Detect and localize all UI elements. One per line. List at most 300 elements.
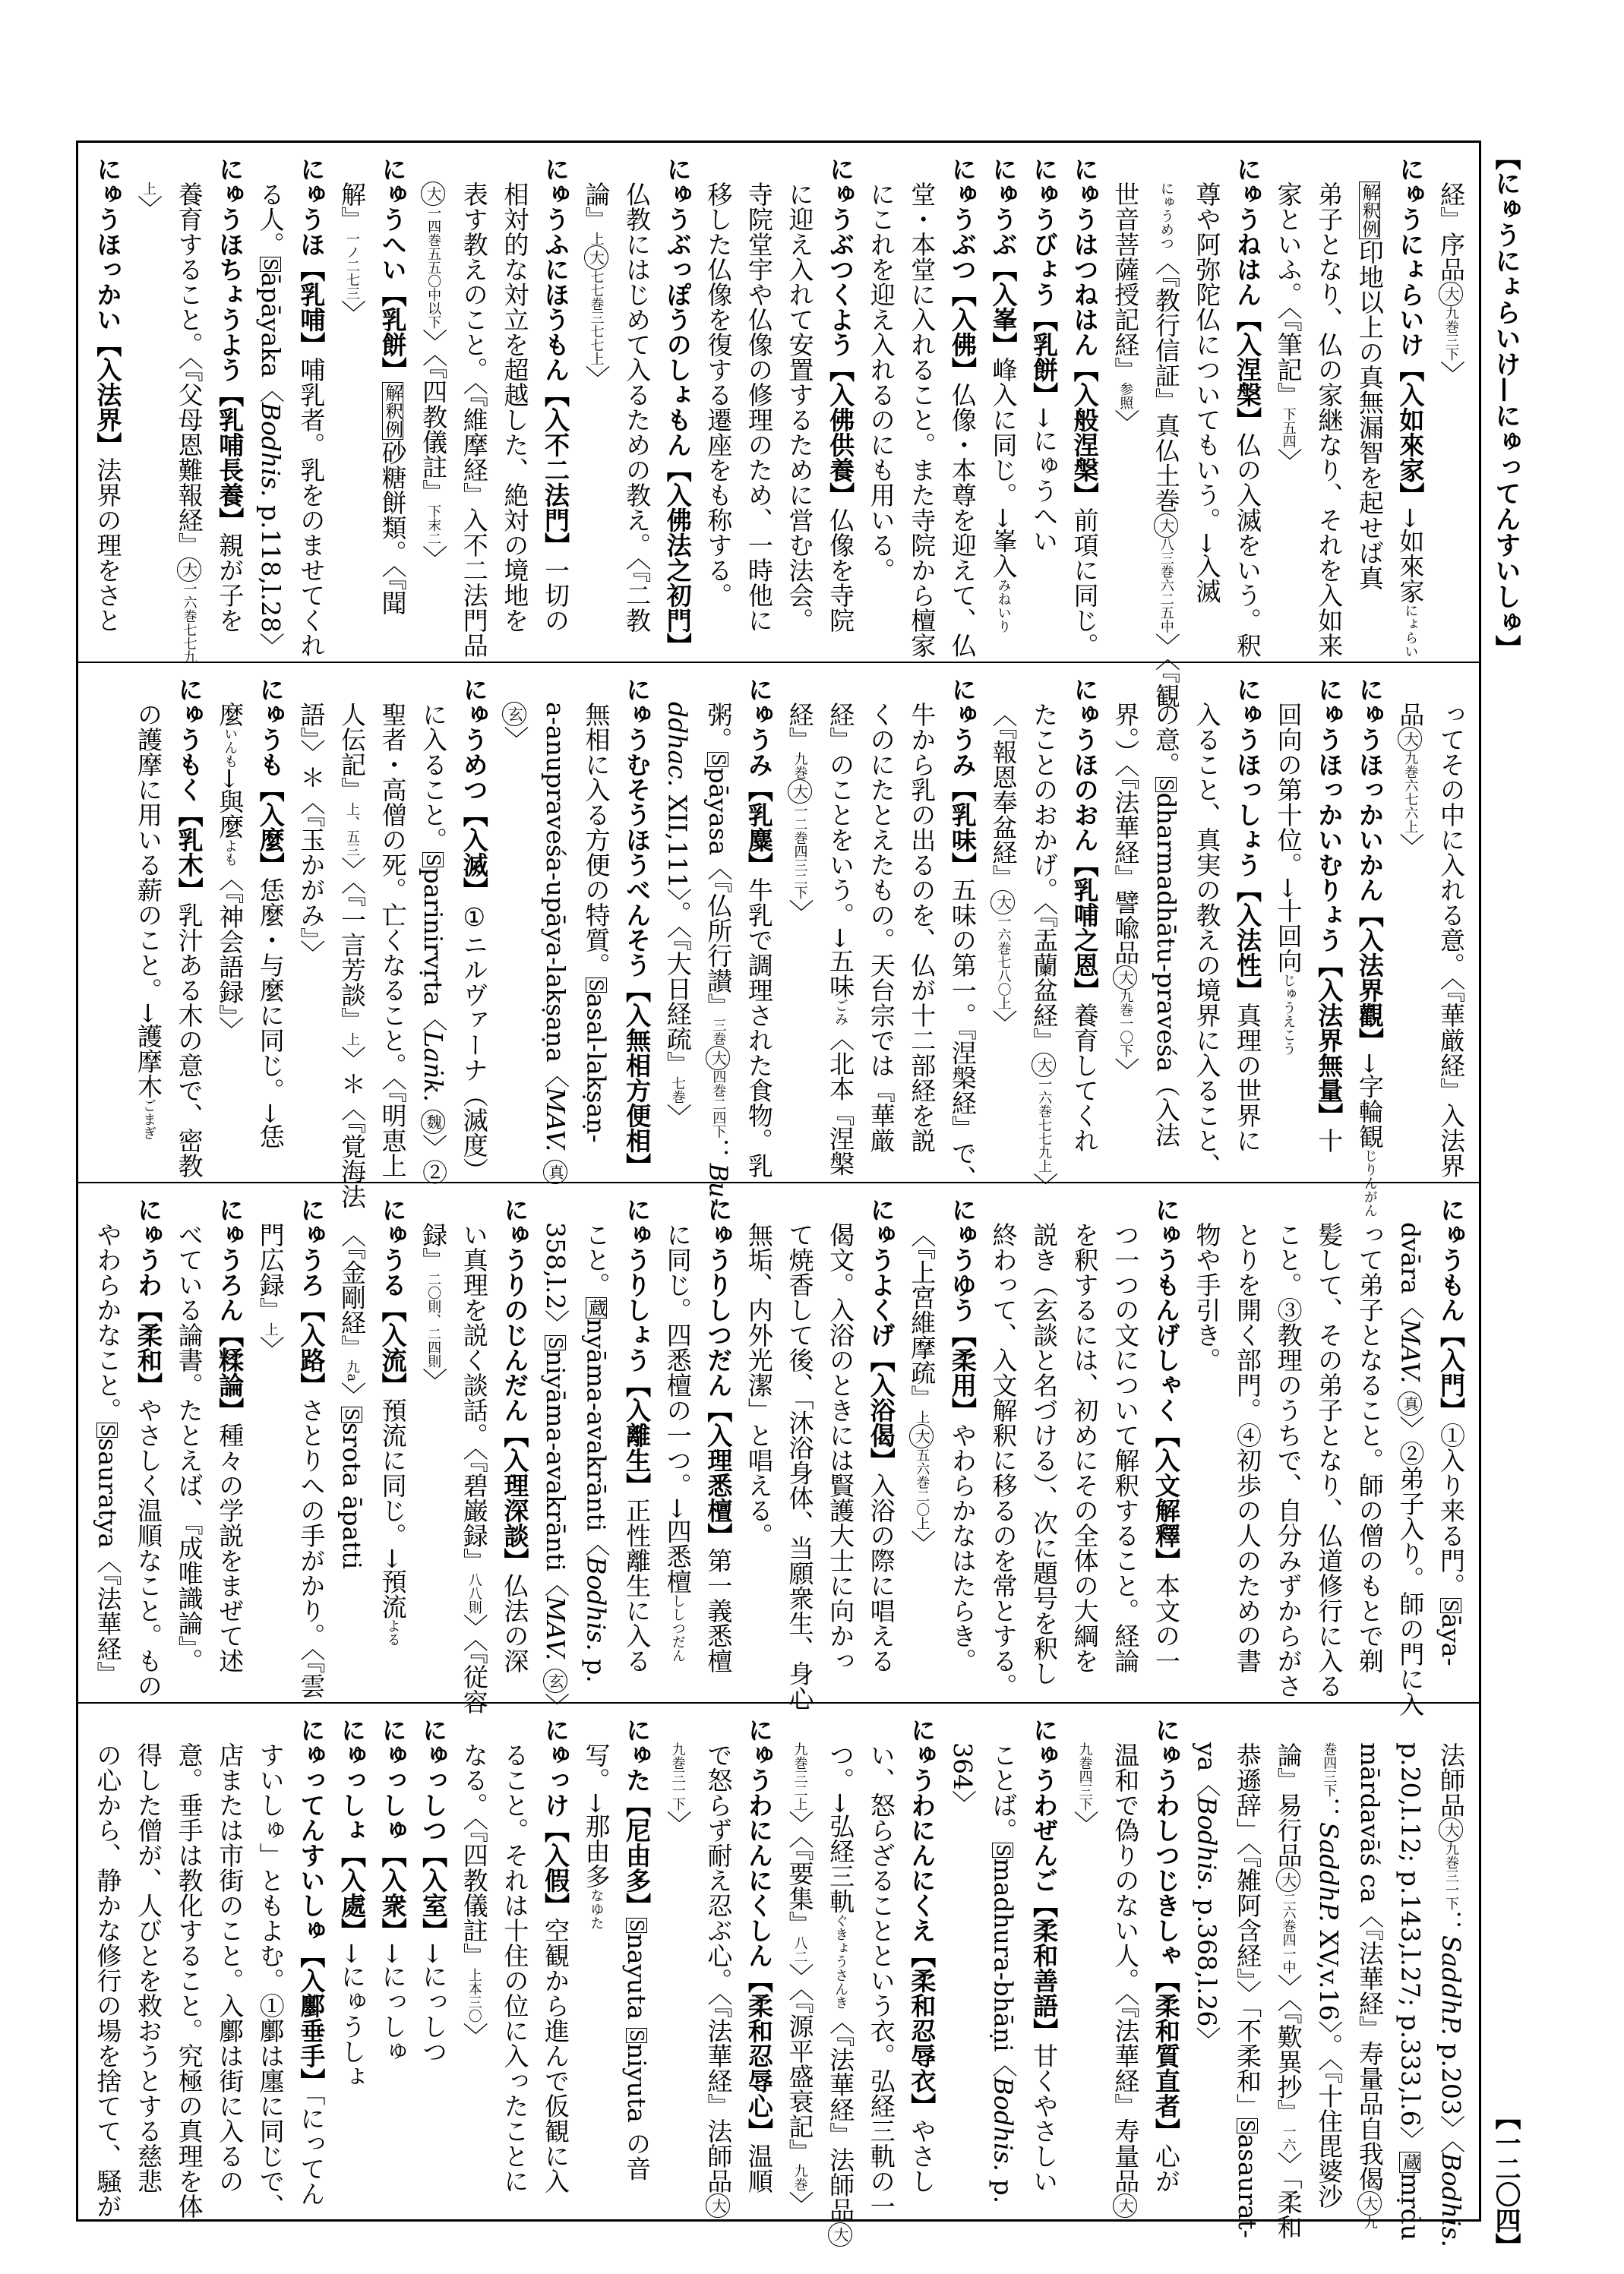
boxed-symbol: 蔵 <box>1399 2152 1421 2171</box>
text: 正性離生に入る <box>622 1498 652 1673</box>
text-column <box>413 156 454 651</box>
text-column <box>1105 1197 1146 1691</box>
entry-column <box>372 1717 413 2213</box>
text-column <box>820 1197 861 1691</box>
text: 前項に同じ。 <box>1070 507 1100 658</box>
text: さとりへの手がかり。〈『雲 <box>296 1398 327 1698</box>
reference-small: 巻四三下 <box>1321 1742 1338 1797</box>
text: 〈『報恩奉盆経』 <box>988 702 1019 890</box>
reference-small: 五六巻二〇上 <box>914 1448 930 1530</box>
text: 説き（玄談と名づける）、次に題号を釈し <box>1029 1222 1060 1686</box>
text: nayuta <box>622 1933 652 2028</box>
text: 〉 <box>255 1336 286 1361</box>
headword: にゅうねはん【入涅槃】 <box>1233 156 1263 432</box>
text-column <box>1268 677 1309 1171</box>
text: つ。→弘経三軌 <box>826 1742 856 1914</box>
boxed-symbol: S <box>585 979 607 992</box>
headword: にゅうりのじんだん【入理深談】 <box>500 1197 530 1573</box>
entry-column <box>617 1197 658 1691</box>
text-column <box>1268 1717 1309 2240</box>
reference-small: 一六巻七七九上 <box>1036 1077 1053 1173</box>
entry-column <box>1064 677 1105 1171</box>
reference-small: 七七巻三七七上 <box>588 270 605 365</box>
text: mārdavāś ca〈『法華経』寿量品自我偈 <box>1354 1742 1385 2191</box>
text: 〈『法華経』法師品 <box>826 2009 856 2223</box>
entry-column <box>698 1197 739 1691</box>
text-column <box>1186 1197 1227 1691</box>
boxed-symbol: 解釈例 <box>1358 183 1380 238</box>
text-column <box>698 156 739 651</box>
boxed-symbol: S <box>707 753 729 766</box>
text: い、怒らざることという衣。弘経三軌の一 <box>866 1742 896 2219</box>
tier-1 <box>78 143 1479 709</box>
text: sauratya〈『法華経』 <box>93 1438 123 1686</box>
text: 預流に同じ。→預流 <box>378 1398 408 1619</box>
entry-column <box>210 156 251 651</box>
text-column <box>576 677 617 1171</box>
text: ： <box>703 1138 734 1164</box>
text: 恁麼・与麼に同じ。→恁 <box>255 877 286 1149</box>
text-column <box>494 677 536 1171</box>
text: p.118,l.28〉 <box>255 497 286 659</box>
headword: にゅた【尼由多】 <box>622 1717 652 1918</box>
text: 〉 <box>988 1009 1019 1035</box>
reference-small: 上 <box>343 1032 360 1046</box>
text-column <box>1390 677 1431 1171</box>
text: 〉〈『観 <box>1151 633 1181 709</box>
reference-small: 参照 <box>1117 382 1134 409</box>
text: 十 <box>1314 1128 1344 1153</box>
text: →如來家 <box>1395 507 1426 604</box>
text-column <box>820 677 861 1176</box>
text-column <box>291 677 332 1171</box>
entry-column <box>617 1717 658 2213</box>
text-column <box>1268 1197 1309 1698</box>
reference-small: 九巻四三下 <box>1076 1742 1093 1811</box>
headword: にゅうにょらいけ【入如來家】 <box>1395 156 1426 507</box>
headword: にゅうゆう【柔用】 <box>947 1197 978 1423</box>
text: 麼 <box>215 702 245 727</box>
text-column <box>1186 1717 1227 2213</box>
text: 髪して、その弟子となり、仏道修行に入る <box>1314 1222 1344 1698</box>
text: 〈『金剛経』 <box>336 1222 367 1360</box>
text: 恭遜辞」〈『雑阿含経』〉「不柔和」 <box>1233 1742 1263 2118</box>
entry-column <box>617 677 658 1178</box>
text: āpāyaka〈 <box>255 272 286 403</box>
entry-column <box>1227 677 1268 1171</box>
text: 印地以上の真無漏智を起せば真 <box>1354 239 1385 590</box>
entry-column <box>453 677 494 1183</box>
entry-column <box>1145 1717 1186 2213</box>
text: る人。 <box>255 182 286 257</box>
text-column <box>494 156 536 651</box>
text: 偈文。入浴のときには賢護大士に向かっ <box>826 1222 856 1673</box>
text-column <box>87 1717 128 2219</box>
text: 〉〈『従容 <box>459 1614 489 1714</box>
text: 〉〈『四教儀註』 <box>419 329 449 504</box>
headword: にゅうみ【乳味】 <box>947 677 978 877</box>
text-column <box>128 1717 169 2213</box>
circled-symbol: 魏 <box>421 1110 445 1134</box>
text: 〉② <box>419 1134 449 1185</box>
text: 364〉 <box>947 1742 978 1815</box>
text-column <box>1268 156 1309 651</box>
text: の心から、静かな修行の場を捨てて、騒が <box>93 1742 123 2219</box>
text: 乳汁ある木の意で、密教 <box>174 902 204 1178</box>
text: 仏の入滅をいう。釈 <box>1233 432 1263 658</box>
headword: にゅうほ【乳哺】 <box>296 156 327 357</box>
entry-column <box>942 156 983 658</box>
reference-small: 八二 <box>791 1936 808 1963</box>
headword: にゅうもん【入門】 <box>1436 1197 1466 1423</box>
circled-symbol: 大 <box>1154 513 1178 538</box>
text-column <box>1430 1717 1471 2247</box>
text: 〉 <box>907 1530 937 1555</box>
text: 〉「柔和 <box>1273 2152 1303 2240</box>
text: nyāma-avakrānti〈 <box>581 1319 611 1557</box>
text: 峰入に同じ。→峯入 <box>988 357 1019 579</box>
text: い真理を説く談話。〈『碧巌録』 <box>459 1222 489 1573</box>
entry-column <box>169 677 210 1178</box>
entry-column <box>210 1197 251 1691</box>
text-column <box>983 1717 1024 2213</box>
text: →にっしつ <box>419 1943 449 2064</box>
reference-small: 二六巻四一中 <box>1280 1892 1297 1974</box>
text: 温和で偽りのない人。〈『法華経』寿量品 <box>1111 1742 1141 2193</box>
headword: にゅうわにんにくえ【柔和忍辱衣】 <box>907 1717 937 2118</box>
text: 〉 <box>336 300 367 325</box>
text <box>541 1660 570 1669</box>
text: 入浴の際に唱える <box>866 1473 896 1673</box>
headword: にゅうほっしょう【入法性】 <box>1233 677 1263 1003</box>
text: 〉 <box>1436 361 1466 386</box>
text-column <box>413 677 454 1185</box>
text: なる。〈『四教儀註』 <box>459 1742 489 1968</box>
reference-small: 一二巻四三二下 <box>791 804 808 899</box>
text: 経』 <box>785 702 815 752</box>
text: 第一義悉檀 <box>703 1548 734 1673</box>
text-column <box>128 677 169 1171</box>
text-column <box>698 1717 739 2213</box>
text: の護摩に用いる薪のこと。→護摩木 <box>134 702 163 1099</box>
text: 〉〈『要集』 <box>785 1811 815 1936</box>
text: 〉＊〈『覚海法 <box>336 1046 367 1209</box>
text-column <box>169 1197 210 1691</box>
text-column <box>902 1197 943 1691</box>
text-column <box>861 156 902 651</box>
text: 心が <box>1151 2143 1181 2193</box>
text: 世音菩薩授記経』 <box>1111 182 1141 382</box>
italic-text: ddhac. <box>662 702 693 788</box>
headword: にゅうわにんにくしん【柔和忍辱心】 <box>744 1717 774 2143</box>
italic-text: Bodhis. <box>988 2077 1019 2171</box>
entry-column <box>861 1197 902 1691</box>
text: a-anupraveśa-upāya-lakṣaṇa〈 <box>540 702 570 1088</box>
entry-column <box>1064 156 1105 658</box>
text: やわらかなはたらき。 <box>947 1423 978 1673</box>
italic-text: MAV. <box>540 1087 570 1152</box>
text: 界。）〈『法華経』譬喩品 <box>1111 702 1141 965</box>
text: 一切の <box>540 557 570 633</box>
text-column <box>1023 1197 1064 1691</box>
entry-column <box>1309 677 1350 1171</box>
headword: にゅうよくげ【入浴偈】 <box>866 1197 896 1473</box>
text-column <box>250 1717 291 2219</box>
headword: にゅうびょう【乳餅】 <box>1029 156 1060 407</box>
reference-small: じりんがん <box>1361 1148 1378 1218</box>
circled-symbol: 大 <box>828 2222 852 2247</box>
running-header: 【にゅうにょらいけ—にゅってんすいしゅ】 <box>1490 144 1521 661</box>
tier-3 <box>78 1183 1479 1718</box>
text-column <box>576 156 617 651</box>
reference-small: 九巻三一下 <box>1443 1842 1459 1910</box>
text-column <box>1390 1197 1431 1717</box>
entry-column <box>250 677 291 1171</box>
headword: にゅうも【入麼】 <box>255 677 286 877</box>
entry-column <box>942 677 983 1191</box>
italic-text: SaddhP. <box>1436 1935 1466 2036</box>
text-column <box>902 677 943 1171</box>
text-column <box>1227 1717 1268 2238</box>
text-column <box>1105 677 1146 1171</box>
text-column <box>820 1717 861 2243</box>
text: p.368,l.26〉 <box>1192 1890 1222 2052</box>
text: に迎え入れて安置するために営む法会。 <box>785 182 815 633</box>
text-column <box>617 156 658 651</box>
reference-small: 九巻三一下 <box>669 1742 686 1811</box>
text: 牛から乳の出るのを、仏が十二部経を説 <box>907 702 937 1153</box>
text: madhura-bhāṇi〈 <box>988 1858 1019 2077</box>
reference-small: 上 <box>141 182 156 195</box>
boxed-symbol: S <box>626 2029 648 2042</box>
reference-small: 九 <box>1361 2215 1378 2229</box>
boxed-symbol: S <box>259 258 281 271</box>
text: 牛乳で調理された食物。乳 <box>744 877 774 1178</box>
text: 哺乳者。乳をのませてくれ <box>296 357 327 658</box>
reference-small: みねいり <box>995 578 1012 633</box>
reference-small: 八三巻六二五中 <box>1158 537 1174 633</box>
reference-small: じゅうえこう <box>1280 973 1297 1056</box>
text-column <box>942 1717 983 2213</box>
text: dharmadhātu-praveśa（入法 <box>1151 792 1181 1148</box>
text-column <box>983 1197 1024 1698</box>
boxed-symbol: 蔵 <box>585 1299 607 1317</box>
text: XV,v.16〉。〈『十住毘婆沙 <box>1314 1922 1344 2209</box>
entry-column <box>372 1197 413 1691</box>
text: 品 <box>1395 702 1426 727</box>
text: asal-lakṣaṇ- <box>581 993 611 1143</box>
text-column <box>250 1197 291 1691</box>
text: たことのおかげ。〈『盂蘭盆経』 <box>1029 702 1060 1053</box>
text: dvāra〈 <box>1395 1222 1426 1319</box>
text-column <box>576 1197 617 1691</box>
entry-column <box>291 1197 332 1698</box>
italic-text: Bodhis. <box>255 402 286 497</box>
headword: にゅうもく【乳木】 <box>174 677 204 902</box>
entry-column <box>738 1717 779 2213</box>
text: 〉 <box>459 2023 489 2048</box>
text: 〉 <box>540 1692 570 1718</box>
text <box>419 1102 448 1110</box>
headword: にゅうほっかい【入法界】 <box>93 156 123 457</box>
reference-small: 九a <box>343 1360 360 1382</box>
circled-symbol: 大 <box>584 245 608 270</box>
text: 法師品 <box>1436 1742 1466 1818</box>
headword: にゅうめつ【入滅】 <box>459 677 489 902</box>
headword: にゅうわ【柔和】 <box>134 1197 163 1398</box>
reference-small: 九巻 <box>791 2164 808 2191</box>
text-column <box>779 1197 820 1711</box>
text-column <box>535 677 576 1180</box>
text <box>541 1151 570 1160</box>
reference-small: 上 <box>588 232 605 245</box>
circled-symbol: 大 <box>1439 282 1463 306</box>
text: 〉 <box>581 365 611 390</box>
reference-small: 上、五三 <box>343 802 360 857</box>
text: āya- <box>1436 1613 1466 1666</box>
italic-text: Bu- <box>703 1163 734 1207</box>
text: 経』のことをいう。→五味 <box>826 702 856 999</box>
boxed-symbol: S <box>626 1919 648 1932</box>
reference-small: いんも <box>222 727 239 768</box>
reference-small: 九巻三二上 <box>791 1742 808 1811</box>
text-column <box>1430 677 1471 1178</box>
reference-small: 上本三〇 <box>466 1968 482 2023</box>
text-column <box>494 1717 536 2213</box>
text: p.20,l.12; p.143,l.27; p.333,l.6〉 <box>1395 1742 1426 2152</box>
italic-text: SaddhP. <box>1314 1822 1344 1922</box>
text: 弟子となり、仏の家継なり、それを入如来 <box>1314 182 1344 658</box>
headword: にゅうぶ【入峯】 <box>988 156 1019 357</box>
text-column <box>698 677 739 1207</box>
circled-symbol: 大 <box>1276 1868 1300 1892</box>
text: 〈『神会語録』〉 <box>215 866 245 1042</box>
text-column <box>779 677 820 1171</box>
boxed-symbol: S <box>340 1408 362 1421</box>
text: 〉 <box>419 1368 449 1393</box>
text-column <box>1023 677 1064 1198</box>
circled-symbol: 玄 <box>543 1669 567 1693</box>
text: 仏法の深 <box>500 1573 530 1673</box>
text: 〉 <box>1395 833 1426 858</box>
text: 〉〈『源平盛衰記』 <box>785 1963 815 2164</box>
text: 五味の第一。『涅槃経』で、 <box>947 877 978 1191</box>
text: XII,111〉。〈『大日経疏』 <box>662 787 693 1077</box>
text: 店または市街のこと。入鄽は街に入るの <box>215 1742 245 2193</box>
headword: にゅうむそうほうべんそう【入無相方便相】 <box>622 677 652 1178</box>
headword: にゅうほっかいかん【入法界觀】 <box>1354 677 1385 1053</box>
circled-symbol: 大 <box>1398 727 1422 751</box>
headword: にゅうへい【乳餅】 <box>378 156 408 382</box>
entry-column <box>902 1717 943 2213</box>
text: やさしく温順なこと。もの <box>134 1398 163 1698</box>
text: 〈北本『涅槃 <box>826 1025 856 1176</box>
text-column <box>331 677 372 1209</box>
text-column <box>902 156 943 658</box>
headword: にゅうろん【糅論】 <box>215 1197 245 1423</box>
text <box>1395 1383 1425 1391</box>
headword: にゅうみ【乳麋】 <box>744 677 774 877</box>
circled-symbol: 大 <box>1439 1818 1463 1842</box>
boxed-symbol: S <box>1155 779 1177 791</box>
headword: にゅうわしつじきしゃ【柔和質直者】 <box>1151 1717 1181 2143</box>
text: 〉〈『一言芳談』 <box>336 857 367 1032</box>
text: 〉 <box>336 1382 367 1407</box>
headword: にゅっけ【入假】 <box>540 1717 570 1918</box>
headword: にゅっしゅ【入衆】 <box>378 1717 408 1943</box>
text: 相対的な対立を超越した、絶対の境地を <box>500 182 530 633</box>
text: 仏教にはじめて入るための教え。〈『二教 <box>622 182 652 633</box>
text: つ一つの文について解釈すること。経論 <box>1111 1222 1141 1673</box>
text: 解』 <box>336 182 367 232</box>
italic-text: Bodhis. <box>1192 1796 1222 1891</box>
entry-column <box>291 156 332 658</box>
text: にこれを迎え入れるのにも用いる。 <box>866 182 896 583</box>
text: p. <box>581 1650 611 1683</box>
entry-column <box>738 677 779 1178</box>
circled-symbol: 真 <box>1398 1391 1422 1416</box>
text-column <box>657 1197 698 1691</box>
entry-column <box>413 1717 454 2213</box>
headword: にゅうほちょうよう【乳哺長養】 <box>215 156 245 532</box>
text: 〉 <box>1273 448 1303 473</box>
text: 〉 <box>419 545 449 570</box>
text: 聖者・高僧の死。亡くなること。〈『明恵上 <box>378 702 408 1178</box>
reference-small: ごまぎ <box>141 1098 156 1140</box>
reference-small: よも <box>222 839 239 867</box>
text: p.203〉〈 <box>1436 2035 1466 2153</box>
headword: にゅうほのおん【乳哺之恩】 <box>1070 677 1100 1003</box>
text: 甘くやさしい <box>1029 2043 1060 2193</box>
circled-symbol: 大 <box>177 557 201 582</box>
text: 意。垂手は教化すること。究極の真理を体 <box>174 1742 204 2219</box>
text: 門広録』 <box>255 1222 286 1322</box>
text-column <box>1064 1197 1105 1691</box>
text: 〈『教行信証』真仏土巻 <box>1151 250 1181 513</box>
text-column <box>861 1717 902 2219</box>
text: 仏像を寺院 <box>826 507 856 633</box>
text: 〉 <box>1111 1057 1141 1083</box>
circled-symbol: 大 <box>1113 2193 1137 2218</box>
text: こと。 <box>581 1222 611 1297</box>
text-column <box>657 677 698 1171</box>
text: 人伝記』 <box>336 702 367 802</box>
italic-text: MAV. <box>1395 1319 1426 1384</box>
circled-symbol: 大 <box>991 890 1015 914</box>
text: 〉〈『歎異抄』 <box>1273 1974 1303 2124</box>
text: ： <box>1436 1910 1466 1935</box>
text: べている論書。たとえば、『成唯識論』。 <box>174 1222 204 1673</box>
headword: にゅってんすいしゅ【入鄽垂手】 <box>296 1717 327 2093</box>
text-column <box>983 677 1024 1171</box>
text: を釈するには、初めにその全体の大綱を <box>1070 1222 1100 1673</box>
text-column <box>1145 677 1186 1171</box>
text: 〉 <box>134 195 163 220</box>
headword: にゅうろ【入路】 <box>296 1197 327 1398</box>
text-column <box>1064 1717 1105 2213</box>
text-column <box>210 677 251 1171</box>
entry-column <box>983 156 1024 651</box>
text: 得した僧が、人びとを救おうとする慈悲 <box>134 1742 163 2193</box>
text: 表す教えのこと。〈『維摩経』入不二法門品 <box>459 182 489 658</box>
text: 〉 <box>662 1811 693 1836</box>
entry-column <box>87 156 128 651</box>
text-column <box>210 1717 251 2213</box>
text: →にゅうへい <box>1029 407 1060 554</box>
text-column <box>1145 156 1186 709</box>
text-column <box>413 1197 454 1691</box>
text: の意。 <box>1151 702 1181 777</box>
